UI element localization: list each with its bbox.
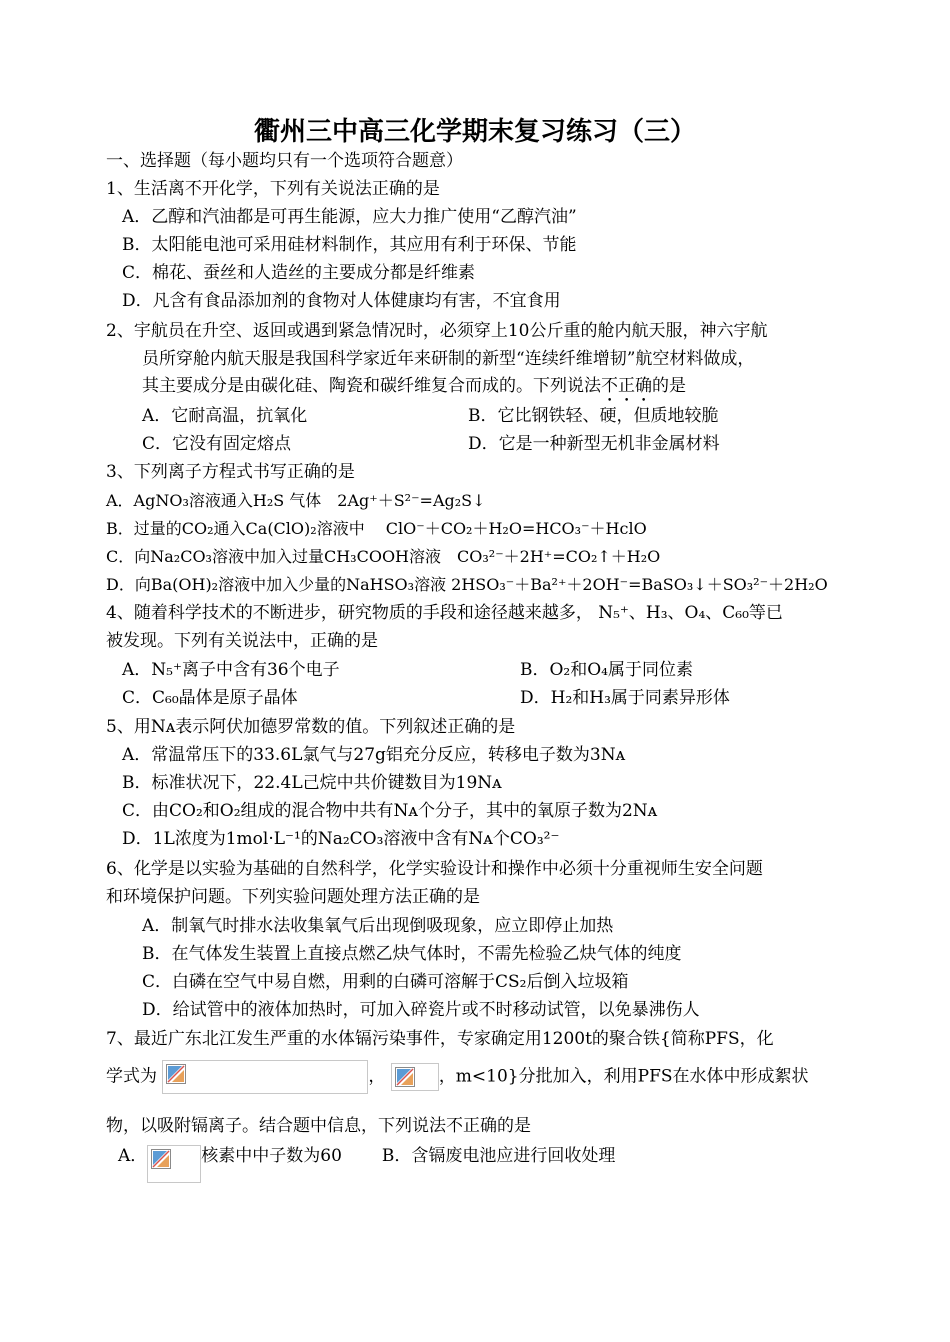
question-7-cont: 物，以吸附镉离子。结合题中信息，下列说法不正确的是 (106, 1116, 531, 1136)
q4-option-d: D．H₂和H₃属于同素异形体 (520, 688, 730, 708)
q4-option-a: A．N₅⁺离子中含有36个电子 (122, 660, 340, 680)
question-4: 4、随着科学技术的不断进步，研究物质的手段和途径越来越多， N₅⁺、H₃、O₄、C₆₀等已 (106, 603, 783, 623)
q1-option-b: B．太阳能电池可采用硅材料制作，其应用有利于环保、节能 (122, 235, 577, 255)
question-7: 7、最近广东北江发生严重的水体镉污染事件，专家确定用1200t的聚合铁{简称PFS，化 (106, 1029, 774, 1049)
q1-option-c: C．棉花、蚕丝和人造丝的主要成分都是纤维素 (122, 263, 476, 283)
q4-option-b: B．O₂和O₄属于同位素 (520, 660, 693, 680)
q2-option-d: D．它是一种新型无机非金属材料 (468, 434, 720, 454)
question-2-stem-end: 其主要成分是由碳化硅、陶瓷和碳纤维复合而成的。下列说法不正确的是 (142, 376, 686, 396)
q6-option-c: C．白磷在空气中易自燃，用剩的白磷可溶解于CS₂后倒入垃圾箱 (142, 972, 629, 992)
question-6-cont: 和环境保护问题。下列实验问题处理方法正确的是 (106, 887, 480, 907)
q5-option-b: B．标准状况下，22.4L己烷中共价键数目为19Nᴀ (122, 773, 502, 793)
question-1: 1、生活离不开化学，下列有关说法正确的是 (106, 179, 440, 199)
q4-option-c: C．C₆₀晶体是原子晶体 (122, 688, 298, 708)
question-5: 5、用Nᴀ表示阿伏加德罗常数的值。下列叙述正确的是 (106, 717, 516, 737)
q1-option-d: D．凡含有食品添加剂的食物对人体健康均有害，不宜食用 (122, 291, 561, 311)
q6-option-b: B．在气体发生装置上直接点燃乙炔气体时，不需先检验乙炔气体的纯度 (142, 944, 682, 964)
q3-option-d: D．向Ba(OH)₂溶液中加入少量的NaHSO₃溶液 2HSO₃⁻＋Ba²⁺＋2OH⁻=BaSO₃↓＋SO₃²⁻＋2H₂O (106, 575, 828, 594)
q7-options-line: A． 核素中中子数为60 B．含镉废电池应进行回收处理 (118, 1145, 615, 1183)
question-2-cont: 员所穿舱内航天服是我国科学家近年来研制的新型“连续纤维增韧”航空材料做成， (142, 349, 755, 369)
broken-image-icon (166, 1064, 186, 1084)
question-6: 6、化学是以实验为基础的自然科学，化学实验设计和操作中必须十分重视师生安全问题 (106, 859, 763, 879)
q3-option-a: A．AgNO₃溶液通入H₂S 气体 2Ag⁺＋S²⁻=Ag₂S↓ (106, 491, 486, 510)
q3-option-c: C．向Na₂CO₃溶液中加入过量CH₃COOH溶液 CO₃²⁻＋2H⁺=CO₂↑＋H₂O (106, 547, 661, 566)
q6-option-d: D．给试管中的液体加热时，可加入碎瓷片或不时移动试管，以免暴沸伤人 (142, 1000, 700, 1020)
q3-option-b: B．过量的CO₂通入Ca(ClO)₂溶液中 ClO⁻＋CO₂＋H₂O=HCO₃⁻＋HclO (106, 519, 647, 538)
q5-option-c: C．由CO₂和O₂组成的混合物中共有Nᴀ个分子，其中的氧原子数为2Nᴀ (122, 801, 658, 821)
nuclide-image-placeholder (147, 1145, 201, 1183)
q5-option-d: D．1L浓度为1mol·L⁻¹的Na₂CO₃溶液中含有Nᴀ个CO₃²⁻ (122, 829, 560, 849)
broken-image-icon (151, 1149, 171, 1169)
question-3: 3、下列离子方程式书写正确的是 (106, 462, 355, 482)
question-4-cont: 被发现。下列有关说法中，正确的是 (106, 631, 378, 651)
q5-option-a: A．常温常压下的33.6L氯气与27g铝充分反应，转移电子数为3Nᴀ (122, 745, 626, 765)
formula-image-placeholder (391, 1063, 439, 1091)
section-heading: 一、选择题（每小题均只有一个选项符合题意） (106, 151, 463, 171)
emphasis-mark: 不正确 (601, 376, 652, 396)
page-title: 衢州三中高三化学期末复习练习（三） (253, 117, 696, 147)
q6-option-a: A．制氧气时排水法收集氧气后出现倒吸现象，应立即停止加热 (142, 916, 614, 936)
q2-option-b: B．它比钢铁轻、硬，但质地较脆 (468, 406, 719, 426)
question-7-formula-line: 学式为 ， ，m<10}分批加入，利用PFS在水体中形成絮状 (106, 1060, 809, 1094)
formula-image-placeholder (162, 1060, 368, 1094)
q2-option-a: A．它耐高温，抗氧化 (142, 406, 308, 426)
question-2: 2、宇航员在升空、返回或遇到紧急情况时，必须穿上10公斤重的舱内航天服，神六宇航 (106, 321, 768, 341)
q2-option-c: C．它没有固定熔点 (142, 434, 292, 454)
q1-option-a: A．乙醇和汽油都是可再生能源，应大力推广使用“乙醇汽油” (122, 207, 577, 227)
broken-image-icon (395, 1067, 415, 1087)
